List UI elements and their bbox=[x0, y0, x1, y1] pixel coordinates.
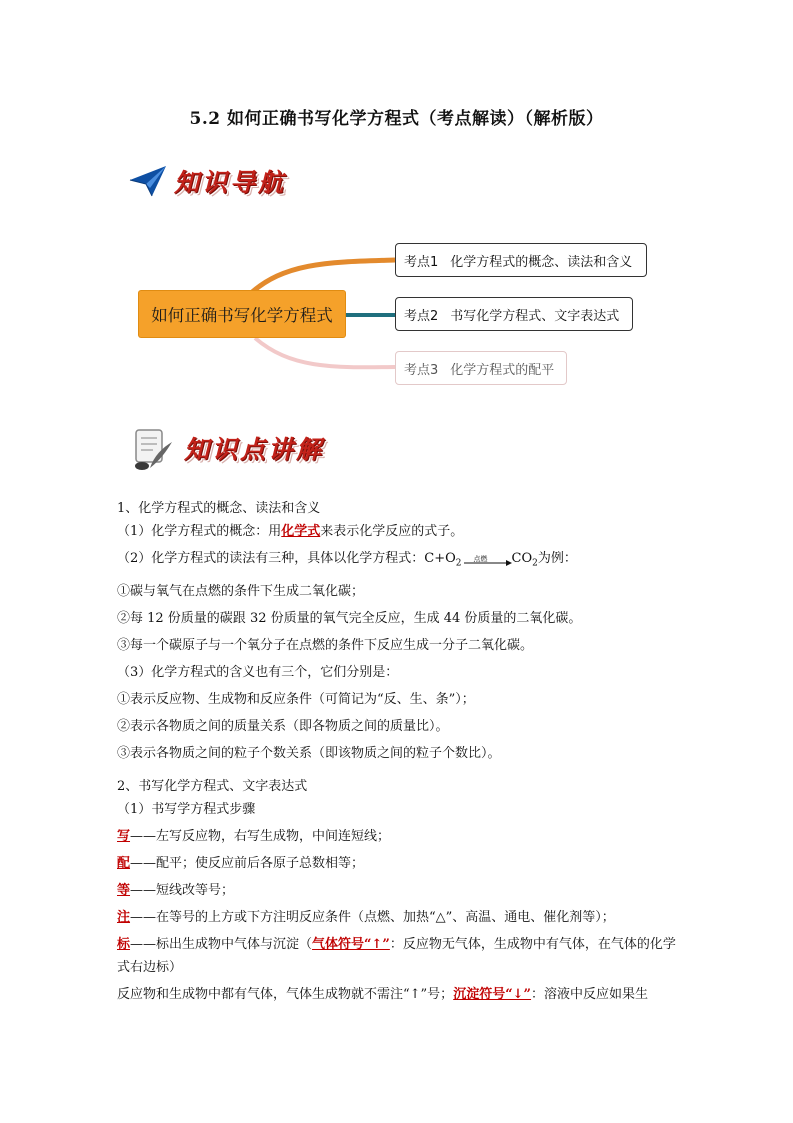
step-write-text: ——左写反应物，右写生成物，中间连短线； bbox=[130, 828, 391, 844]
meaning-intro: （3）化学方程式的含义也有三个，它们分别是： bbox=[117, 664, 399, 680]
last-line-b: ：溶液中反应如果生 bbox=[531, 986, 649, 1002]
product-formula: CO bbox=[511, 551, 533, 566]
step-note bbox=[117, 906, 677, 929]
point-1-text: 化学方程式的概念、读法和含义 bbox=[450, 254, 633, 270]
mindmap-center-node: 如何正确书写化学方程式 bbox=[139, 291, 345, 337]
reading-2: ②每 12 份质量的碳跟 32 份质量的氧气完全反应，生成 44 份质量的二氧化碳。 bbox=[117, 610, 582, 626]
article-body bbox=[117, 497, 677, 1006]
point-2-text: 书写化学方程式、文字表达式 bbox=[450, 308, 620, 324]
mindmap-point-2 bbox=[395, 297, 633, 331]
reading-intro-line bbox=[117, 547, 677, 576]
step-equal-text: ——短线改等号； bbox=[130, 882, 235, 898]
meaning-2: ②表示各物质之间的质量关系（即各物质之间的质量比）。 bbox=[117, 718, 449, 734]
concept-line bbox=[117, 520, 677, 543]
precipitate-symbol-note: 沉淀符号“↓” bbox=[453, 986, 532, 1002]
co2-subscript: 2 bbox=[532, 558, 538, 569]
step-note-key: 注 bbox=[117, 909, 131, 925]
reaction-arrow bbox=[462, 552, 512, 566]
reaction-condition: 点燃 bbox=[473, 554, 488, 563]
reading-3: ③每一个碳原子与一个氧分子在点燃的条件下反应生成一分子二氧化碳。 bbox=[117, 637, 534, 653]
point-1-label: 考点1 bbox=[404, 254, 439, 270]
step-write bbox=[117, 825, 677, 848]
concept-highlight: 化学式 bbox=[281, 524, 321, 539]
knowledge-nav-title: 知识导航 bbox=[174, 168, 287, 197]
knowledge-explain-banner bbox=[128, 424, 324, 472]
page-title: 5.2 如何正确书写化学方程式（考点解读）（解析版） bbox=[189, 109, 604, 129]
point-2-label: 考点2 bbox=[404, 308, 439, 324]
step-mark-text-b: ：反应物无气体，生成物中有气体，在气体的化学式右边标） bbox=[117, 936, 676, 975]
mindmap-point-1 bbox=[395, 243, 647, 277]
step-balance-key: 配 bbox=[117, 855, 131, 871]
knowledge-explain-title: 知识点讲解 bbox=[184, 435, 325, 464]
step-equal-key: 等 bbox=[117, 882, 131, 898]
paper-plane-icon bbox=[128, 164, 168, 198]
scroll-quill-icon bbox=[128, 424, 176, 472]
section-2-heading: 2、书写化学方程式、文字表达式 bbox=[117, 778, 308, 794]
step-note-text: ——在等号的上方或下方注明反应条件（点燃、加热“△”、高温、通电、催化剂等）； bbox=[130, 909, 615, 925]
knowledge-nav-banner bbox=[128, 163, 286, 199]
step-write-key: 写 bbox=[117, 828, 131, 844]
reading-intro-pre: （2）化学方程式的读法有三种，具体以化学方程式：C+O bbox=[117, 551, 456, 566]
meaning-1: ①表示反应物、生成物和反应条件（可简记为“反、生、条”）； bbox=[117, 691, 475, 707]
step-mark-key: 标 bbox=[117, 936, 131, 952]
step-balance bbox=[117, 852, 677, 875]
section-1-heading: 1、化学方程式的概念、读法和含义 bbox=[117, 501, 321, 516]
step-equal bbox=[117, 879, 677, 902]
point-3-text: 化学方程式的配平 bbox=[450, 362, 555, 378]
reading-1: ①碳与氧气在点燃的条件下生成二氧化碳； bbox=[117, 583, 365, 599]
step-mark bbox=[117, 933, 677, 979]
reading-intro-post: 为例： bbox=[537, 551, 577, 566]
concept-post: 来表示化学反应的式子。 bbox=[320, 524, 464, 539]
last-line-a: 反应物和生成物中都有气体，气体生成物就不需注“↑”号； bbox=[117, 986, 454, 1002]
meaning-3: ③表示各物质之间的粒子个数关系（即该物质之间的粒子个数比）。 bbox=[117, 745, 501, 761]
step-mark-continued bbox=[117, 983, 677, 1006]
step-balance-text: ——配平；使反应前后各原子总数相等； bbox=[130, 855, 365, 871]
step-mark-text-a: ——标出生成物中气体与沉淀（ bbox=[130, 936, 313, 952]
gas-symbol-note: 气体符号“↑” bbox=[312, 936, 390, 952]
concept-pre: （1）化学方程式的概念：用 bbox=[117, 524, 282, 539]
steps-heading: （1）书写学方程式步骤 bbox=[117, 801, 256, 817]
mindmap-point-3 bbox=[395, 351, 567, 385]
o2-subscript: 2 bbox=[455, 558, 462, 569]
point-3-label: 考点3 bbox=[404, 362, 439, 378]
